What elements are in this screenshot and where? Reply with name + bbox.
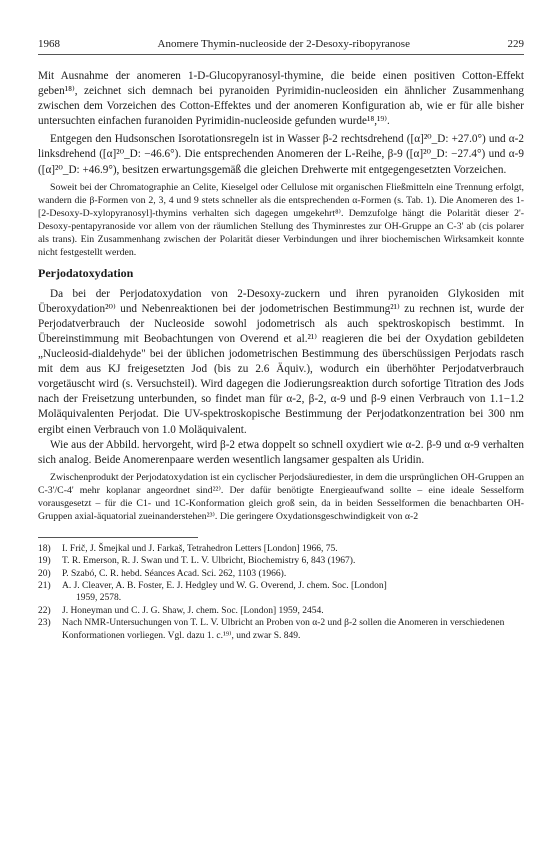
footnote-text-line: A. J. Cleaver, A. B. Foster, E. J. Hedgley und W. G. Overend, J. chem. Soc. [London] [62, 581, 387, 591]
footnote-text: J. Honeyman und C. J. G. Shaw, J. chem. Soc. [London] 1959, 2454. [62, 605, 324, 616]
footnote-text-continuation: 1959, 2578. [76, 593, 122, 604]
footnote [38, 568, 524, 580]
footnote-number: 22) [38, 605, 51, 616]
running-header [38, 38, 524, 55]
footnote-rule [38, 537, 198, 538]
footnote [38, 543, 524, 555]
paragraph-oxidation-rate: Wie aus der Abbild. hervorgeht, wird β-2 etwa doppelt so schnell oxydiert wie α-2. β-9 und α-9 verhalten sich analog. Beide Anomerenpaare werden wesentlich langsamer gespalten als Uridin. [38, 438, 524, 466]
footnote-text [62, 580, 524, 605]
footnote-text: Nach NMR-Untersuchungen von T. L. V. Ulbricht an Proben von α-2 und β-2 sollen die Anomeren in verschiedenen Konformationen vorliegen. Vgl. dazu 1. c.¹⁹⁾, und zwar S. 849. [62, 618, 505, 641]
header-year: 1968 [38, 38, 60, 50]
footnote-number: 21) [38, 581, 51, 591]
footnote [38, 605, 524, 617]
paragraph-periodate-oxidation: Da bei der Perjodatoxydation von 2-Desoxy-zuckern und ihren pyranoiden Glykosiden mit Überoxydation²⁰⁾ und Nebenreaktionen bei der jodometrischen Bestimmung²¹⁾ zu rechnen ist, wurde der Perjodatverbrauch der Nucleoside sowohl jodometrisch als auch spektroskopisch bestimmt. In Übereinstimmung mit Beobachtungen von Overend et al.²¹⁾ reagieren die bei der Oxydation gebildeten „Nucleosid-dialdehyde" bei der üblichen jodometrischen Bestimmung des überschüssigen Perjodats rasch mit dem aus KJ freigesetzten Jod (bis zu 2.6 Äquiv.), wodurch ein überhöhter Perjodatverbrauch vorgetäuscht wird (s. Versuchsteil). Wird dagegen die Jodierungsreaktion durch sofortige Titration des Jods nach der Freisetzung unterbunden, so findet man für α-2, β-2, α-9 und β-9 einen Verbrauch von 1.1−1.2 Moläquivalenten Perjodat. Die UV-spektroskopische Bestimmung der Perjodatkonzentration bei 300 nm ergibt einen Verbrauch von 1.0 Moläquivalent. [38, 287, 524, 436]
footnote-number: 18) [38, 543, 51, 554]
section-heading: Perjodatoxydation [38, 265, 134, 280]
paragraph-intermediate: Zwischenprodukt der Perjodatoxydation ist ein cyclischer Perjodsäurediester, in dem die ursprünglichen OH-Gruppen an C-3'/C-4' mehr koplanar angeordnet sind²²⁾. Der dafür benötigte Energieaufwand sollte – eine ideale Sesselform vorausgesetzt – für die C1- und 1C-Konformation gleich groß sein, da in beiden Sesselformen die benachbarten OH-Gruppen axial-äquatorial zueinanderstehen²³⁾. Die geringere Oxydationsgeschwindigkeit von α-2 [38, 471, 524, 522]
footnote-text: P. Szabó, C. R. hebd. Séances Acad. Sci. 262, 1103 (1966). [62, 568, 287, 579]
footnote [38, 617, 524, 642]
footnote [38, 555, 524, 567]
footnote-text: T. R. Emerson, R. J. Swan und T. L. V. Ulbricht, Biochemistry 6, 843 (1967). [62, 556, 356, 567]
paragraph-chromatography: Soweit bei der Chromatographie an Celite, Kieselgel oder Cellulose mit organischen Fließmitteln eine Trennung erfolgt, wandern die β-Formen von 2, 3, 4 und 9 stets schneller als die entsprechenden α-Formen (s. Tab. 1). Die Anomeren des 1-[2-Desoxy-D-xylopyranosyl]-thymins verhalten sich dagegen umgekehrt⁸⁾. Demzufolge hängt die Polarität dieser 2'-Desoxy-pentapyranoside vor allem von der räumlichen Stellung des Thyminrestes zur OH-Gruppe an C-3' ab (cis polarer als trans). Ein Zusammenhang zwischen der Polarität dieser Verbindungen und ihrer biochemischen Wirksamkeit konnte nicht festgestellt werden. [38, 181, 524, 258]
header-page-number: 229 [507, 38, 524, 50]
footnote-text: I. Frič, J. Šmejkal und J. Farkaš, Tetrahedron Letters [London] 1966, 75. [62, 543, 338, 554]
page [38, 38, 524, 642]
paragraph-cotton-effect: Mit Ausnahme der anomeren 1-D-Glucopyranosyl-thymine, die beide einen positiven Cotton-Effekt geben¹⁸⁾, zeichnet sich demnach bei pyranoiden Pyrimidin-nucleosiden ein ähnlicher Zusammenhang zwischen dem Vorzeichen des Cotton-Effektes und der anomeren Konfiguration ab, wie er für alle bisher untersuchten einfachen furanoiden Pyrimidin-nucleoside gefunden wurde¹⁸,¹⁹⁾. [38, 70, 524, 128]
footnote-number: 23) [38, 618, 51, 629]
footnote-number: 20) [38, 568, 51, 579]
paragraph-rotation: Entgegen den Hudsonschen Isorotationsregeln ist in Wasser β-2 rechtsdrehend ([α]²⁰_D: +27.0°) und α-2 linksdrehend ([α]²⁰_D: −46.6°). Die entsprechenden Anomeren der L-Reihe, β-9 ([α]²⁰_D: −27.4°) und α-9 ([α]²⁰_D: +46.9°), besitzen erwartungsgemäß die gleichen Drehwerte mit entgegengesetzten Vorzeichen. [38, 133, 524, 176]
header-title: Anomere Thymin-nucleoside der 2-Desoxy-ribopyranose [157, 38, 410, 50]
footnote-number: 19) [38, 556, 51, 567]
footnote [38, 580, 524, 605]
